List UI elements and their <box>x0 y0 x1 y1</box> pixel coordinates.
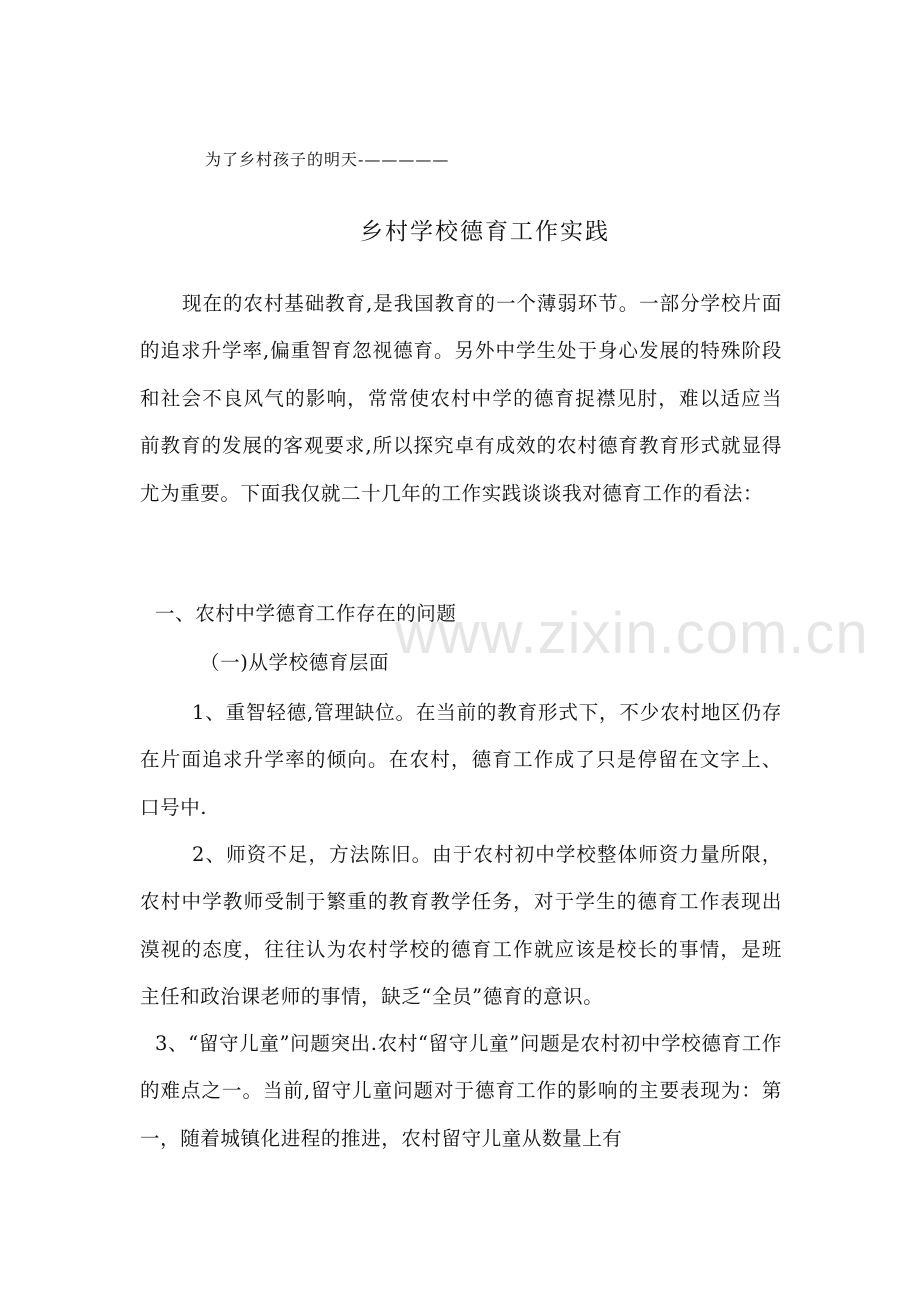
watermark: www.zixin.com.cn <box>395 601 869 666</box>
point-2-paragraph: 2、师资不足，方法陈旧。由于农村初中学校整体师资力量所限，农村中学教师受制于繁重的教育教学任务，对于学生的德育工作表现出漠视的态度，往往认为农村学校的德育工作就应该是校长的事情，是班主任和政治课老师的事情，缺乏“全员”德育的意识。 <box>140 843 782 1009</box>
point-1-paragraph: 1、重智轻德,管理缺位。在当前的教育形式下，不少农村地区仍存在片面追求升学率的倾向。在农村，德育工作成了只是停留在文字上、口号中. <box>140 701 782 819</box>
point-3-paragraph: 3、“留守儿童”问题突出.农村“留守儿童”问题是农村初中学校德育工作的难点之一。当前,留守儿童问题对于德育工作的影响的主要表现为：第一，随着城镇化进程的推进，农村留守儿童从数量上有 <box>140 1032 782 1150</box>
document-subtitle: 为了乡村孩子的明天-————— <box>205 150 450 169</box>
subsection-heading: （一)从学校德育层面 <box>200 651 390 674</box>
intro-paragraph: 现在的农村基础教育,是我国教育的一个薄弱环节。一部分学校片面的追求升学率,偏重智育忽视德育。另外中学生处于身心发展的特殊阶段和社会不良风气的影响，常常使农村中学的德育捉襟见肘，难以适应当前教育的发展的客观要求,所以探究卓有成效的农村德育教育形式就显得尤为重要。下面我仅就二十几年的工作实践谈谈我对德育工作的看法： <box>140 292 782 505</box>
section-heading: 一、农村中学德育工作存在的问题 <box>155 602 457 625</box>
document-title: 乡村学校德育工作实践 <box>360 219 610 245</box>
